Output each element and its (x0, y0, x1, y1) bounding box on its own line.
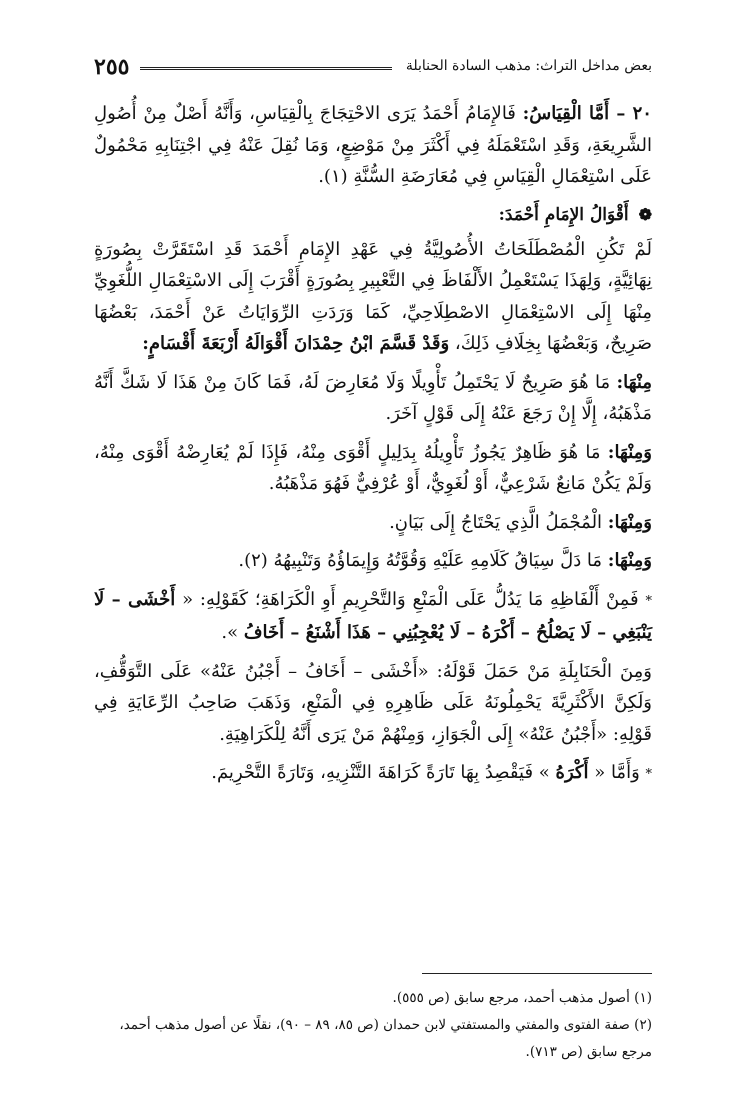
page-body (94, 98, 652, 798)
akrah-start: وَأَمَّا « (594, 762, 640, 783)
apparent-label: وَمِنْهَا: (607, 441, 652, 463)
hanbali-views-text: وَمِنَ الْحَنَابِلَةِ مَنْ حَمَلَ قَوْلَهُ: «أَخْشَى – أَخَافُ – أَجْبُنُ عَنْهُ» عَلَى التَّوَقُّفِ، وَلَكِنَّ الأَكْثَرِيَّةَ يَحْمِلُونَهُ عَلَى ظَاهِرِهِ فِي الْمَنْعِ، وَذَهَبَ صَاحِبُ الرِّعَايَةِ فِي قَوْلِهِ: «أَجْبُنُ عَنْهُ» إِلَى الْجَوَازِ، وَمِنْهُمْ مَنْ يَرَى أَنَّهُ لِلْكَرَاهِيَةِ. (94, 660, 652, 745)
context-label: وَمِنْهَا: (607, 550, 652, 571)
footnote-separator (422, 973, 652, 974)
general-label: وَمِنْهَا: (607, 511, 652, 533)
section-heading (94, 200, 652, 230)
qiyas-label: ٢٠ – أَمَّا الْقِيَاسُ: (522, 103, 652, 124)
akrah-bold: أَكْرَهُ (555, 762, 589, 783)
flower-ornament-icon: ❁ (638, 204, 652, 224)
prohibition-text: فَمِنْ أَلْفَاظِهِ مَا يَدُلُّ عَلَى الْمَنْعِ وَالتَّحْرِيمِ أَوِ الْكَرَاهَةِ؛ كَقَوْلِهِ: « (182, 588, 639, 610)
terms-bold: وَقَدْ قَسَّمَ ابْنُ حِمْدَانَ أَقْوَالَهُ أَرْبَعَةَ أَقْسَامٍ: (142, 333, 450, 354)
context-text: مَا دَلَّ سِيَاقُ كَلَامِهِ عَلَيْهِ وَقُوَّتُهُ وَإِيمَاؤُهُ وَتَنْبِيهُهُ (٢). (238, 550, 603, 571)
prohibition-terms-bold: أَخْشَى – لَا يَنْبَغِي – لَا يَصْلُحُ – أَكْرَهُ – لَا يُعْجِبُنِي – هَذَا أَشْنَعُ – أَخَافُ (94, 588, 652, 643)
paragraph-hanbali-views (94, 656, 652, 751)
asterisk-bullet-icon: * (645, 767, 652, 782)
running-title: بعض مداخل التراث: مذهب السادة الحنابلة (405, 58, 652, 74)
akrah-text: » فَيَقْصِدُ بِهَا تَارَةً كَرَاهَةَ التَّنْزِيهِ، وَتَارَةً التَّحْرِيمَ. (211, 762, 550, 783)
apparent-text: مَا هُوَ ظَاهِرٌ يَجُوزُ تَأْوِيلُهُ بِدَلِيلٍ أَقْوَى مِنْهُ، فَإِذَا لَمْ يُعَارِضْهُ أَقْوَى مِنْهُ، وَلَمْ يَكُنْ مَانِعٌ شَرْعِيٌّ، أَوْ لُغَوِيٌّ، أَوْ عُرْفِيٌّ فَهُوَ مَذْهَبُهُ. (94, 441, 652, 494)
page-number: ٢٥٥ (94, 54, 130, 80)
explicit-text: مَا هُوَ صَرِيحٌ لَا يَحْتَمِلُ تَأْوِيلًا وَلَا مُعَارِضَ لَهُ، فَمَا كَانَ مِنْ هَذَا لَا شَكَّ أَنَّهُ مَذْهَبُهُ، إِلَّا إِنْ رَجَعَ عَنْهُ إِلَى قَوْلٍ آخَرَ. (94, 371, 652, 424)
qiyas-text: فَالإِمَامُ أَحْمَدُ يَرَى الاحْتِجَاجَ بِالْقِيَاسِ، وَأَنَّهُ أَصْلٌ مِنْ أُصُولِ الشَّرِيعَةِ، وَقَدِ اسْتَعْمَلَهُ فِي أَكْثَرَ مِنْ مَوْضِعٍ، وَمَا نُقِلَ عَنْهُ فِي اجْتِنَابِهِ مَحْمُولٌ عَلَى اسْتِعْمَالِ الْقِيَاسِ فِي مُعَارَضَةِ السُّنَّةِ (١). (94, 103, 652, 187)
page-header (94, 54, 652, 82)
paragraph-terms (94, 234, 652, 360)
terms-text: لَمْ تَكُنِ الْمُصْطَلَحَاتُ الأُصُولِيَّةُ فِي عَهْدِ الإِمَامِ أَحْمَدَ قَدِ اسْتَقَرَّتْ بِصُورَةٍ نِهَائِيَّةٍ، وَلِهَذَا يَسْتَعْمِلُ الأَلْفَاظَ فِي التَّعْبِيرِ بِصُورَةٍ أَقْرَبَ إِلَى الاسْتِعْمَالِ اللُّغَوِيِّ مِنْهَا إِلَى الاسْتِعْمَالِ الاصْطِلَاحِيِّ، كَمَا وَرَدَتِ الرِّوَايَاتُ عَنْ أَحْمَدَ، بَعْضُهَا صَرِيحٌ، وَبَعْضُهَا بِخِلَافِ ذَلِكَ، (94, 238, 652, 354)
paragraph-prohibition-terms (94, 584, 652, 649)
paragraph-qiyas (94, 98, 652, 193)
prohibition-end: ». (221, 622, 239, 643)
footnote-1: (١) أصول مذهب أحمد، مرجع سابق (ص ٥٥٥). (392, 990, 652, 1006)
header-double-rule (140, 67, 392, 70)
footnote-2: (٢) صفة الفتوى والمفتي والمستفتي لابن حمدان (ص ٨٥، ٨٩ – ٩٠)، نقلًا عن أصول مذهب أحمد، مرجع سابق (ص ٧١٣). (119, 1017, 652, 1060)
general-text: الْمُجْمَلُ الَّذِي يَحْتَاجُ إِلَى بَيَانٍ. (389, 511, 603, 533)
paragraph-explicit (94, 367, 652, 430)
section-heading-text: أَقْوَالُ الإِمَامِ أَحْمَدَ: (498, 204, 629, 225)
footnotes (94, 985, 652, 1066)
paragraph-apparent (94, 437, 652, 500)
asterisk-bullet-icon: * (645, 593, 652, 609)
explicit-label: مِنْهَا: (616, 371, 652, 393)
paragraph-akrah (94, 757, 652, 791)
paragraph-context (94, 545, 652, 577)
paragraph-general (94, 507, 652, 539)
